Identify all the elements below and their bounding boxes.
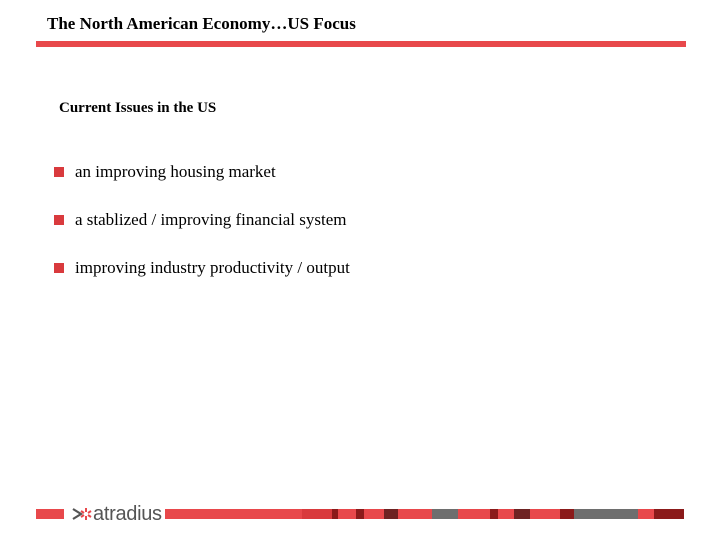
footer-segment — [398, 509, 432, 519]
footer-segment — [514, 509, 530, 519]
bullet-list — [54, 160, 350, 304]
footer-segment — [432, 509, 458, 519]
list-item — [54, 208, 350, 232]
logo-wordmark: atradius — [93, 502, 162, 525]
slide-title: The North American Economy…US Focus — [47, 14, 356, 33]
list-item — [54, 256, 350, 280]
footer-segment — [338, 509, 356, 519]
footer-segment — [560, 509, 574, 519]
footer-segment — [458, 509, 490, 519]
section-subtitle: Current Issues in the US — [59, 100, 217, 116]
atradius-logo — [70, 499, 162, 529]
title-divider — [36, 41, 686, 47]
footer-segment — [165, 509, 302, 519]
footer-segment — [384, 509, 398, 519]
square-bullet-icon — [54, 167, 64, 177]
footer-segment — [654, 509, 684, 519]
footer-segment — [36, 509, 64, 519]
bullet-text: improving industry productivity / output — [75, 258, 350, 277]
footer-segment — [356, 509, 364, 519]
footer-segment — [364, 509, 384, 519]
bullet-text: an improving housing market — [75, 162, 276, 181]
footer-segment — [498, 509, 514, 519]
bullet-text: a stablized / improving financial system — [75, 210, 347, 229]
footer-segment — [302, 509, 332, 519]
footer-segment — [530, 509, 560, 519]
footer-segment — [490, 509, 498, 519]
square-bullet-icon — [54, 263, 64, 273]
footer-segment — [574, 509, 638, 519]
square-bullet-icon — [54, 215, 64, 225]
chevron-star-icon — [70, 501, 92, 527]
footer-segment — [638, 509, 654, 519]
list-item — [54, 160, 350, 184]
